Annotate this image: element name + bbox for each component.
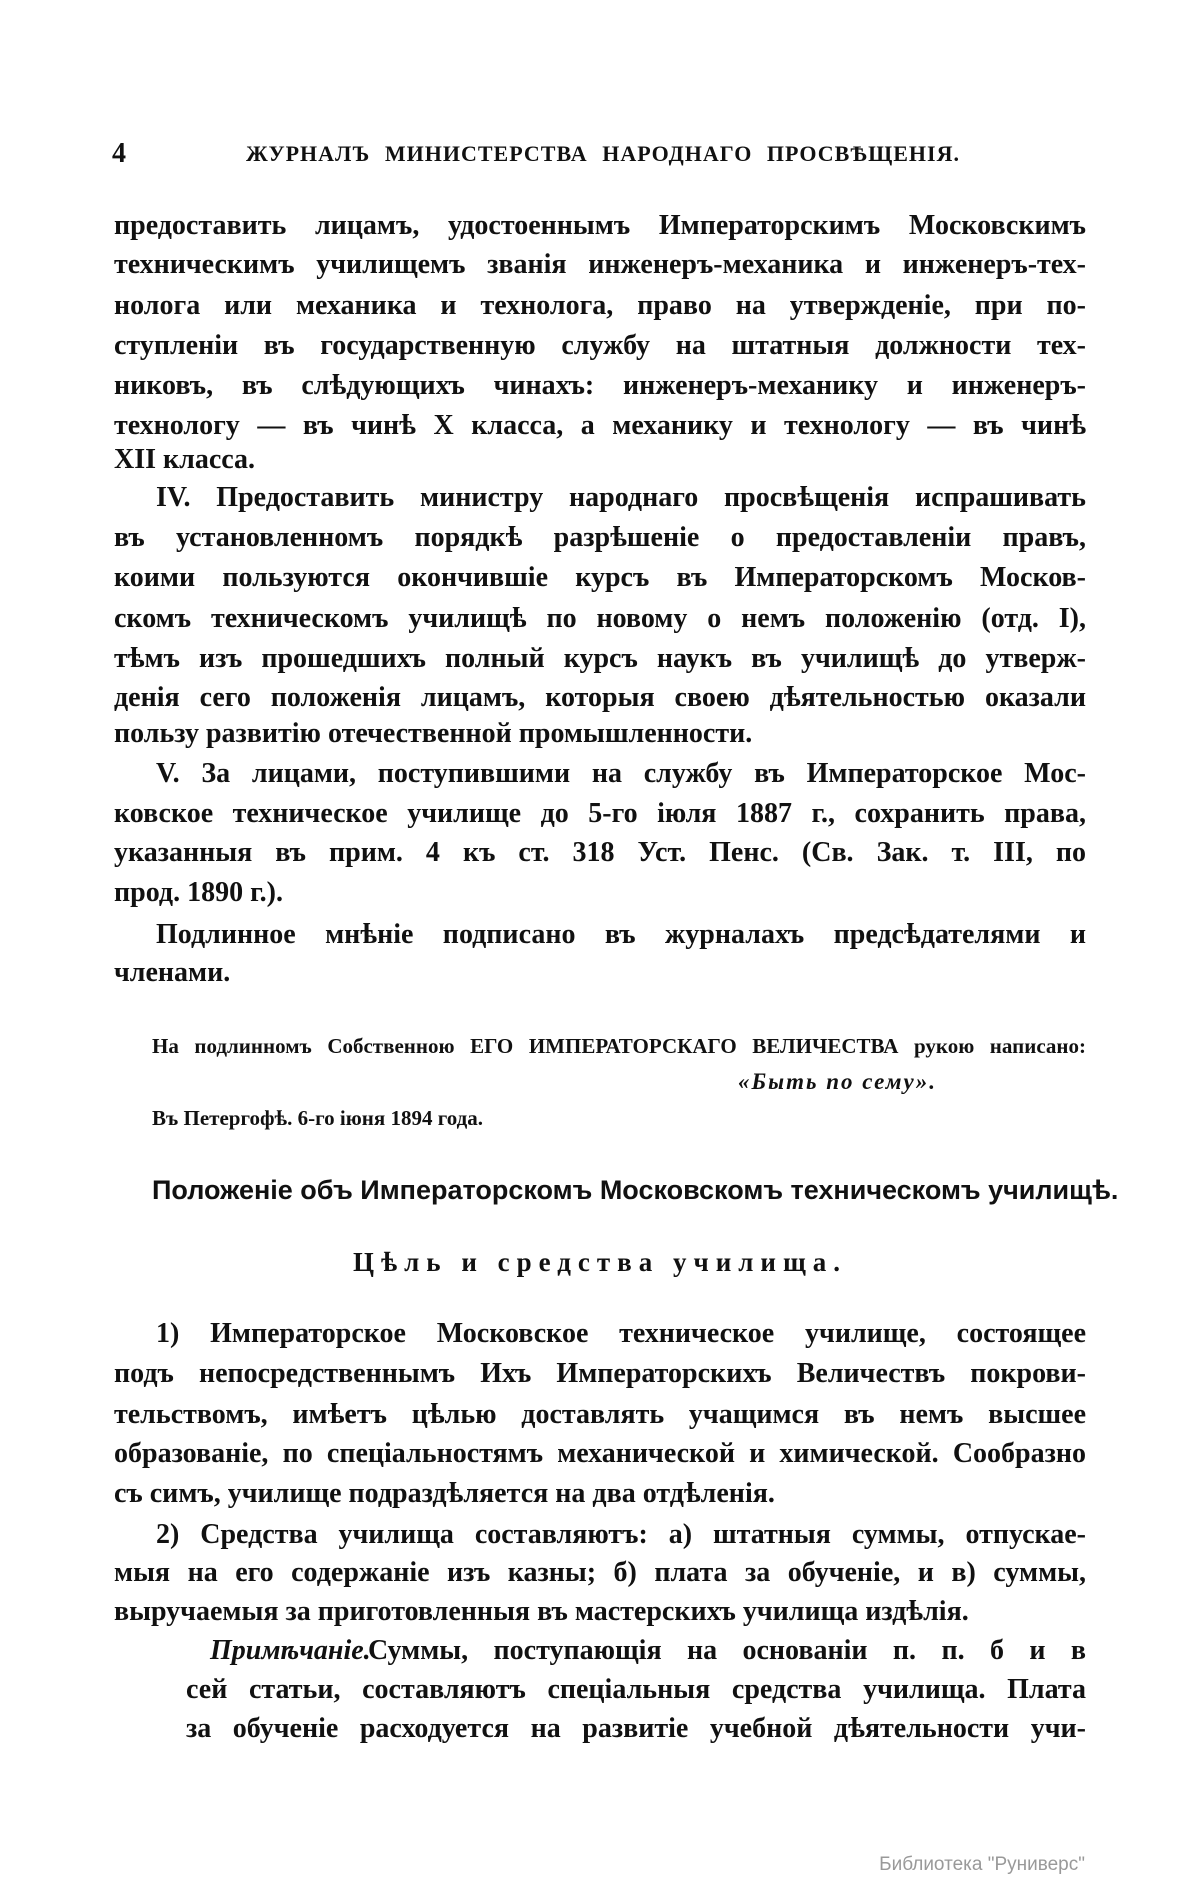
note-line: сей статьи, составляютъ спеціальныя средства училища. Плата (186, 1674, 1086, 1705)
text-line: предоставить лицамъ, удостоеннымъ Императорскимъ Московскимъ (114, 210, 1086, 241)
running-header: ЖУРНАЛЪ МИНИСТЕРСТВА НАРОДНАГО ПРОСВѢЩЕНІЯ. (246, 141, 960, 166)
text-line: прод. 1890 г.). (114, 877, 283, 908)
text-line: образованіе, по спеціальностямъ механической и химической. Сообразно (114, 1438, 1086, 1469)
note-label: Примѣчаніе. (210, 1635, 371, 1666)
text-line: указанныя въ прим. 4 къ ст. 318 Уст. Пенс. (Св. Зак. т. III, по (114, 837, 1086, 868)
text-line: ступленіи въ государственную службу на штатныя должности тех- (114, 330, 1086, 361)
text-line: IV. Предоставить министру народнаго просвѣщенія испрашивать (156, 482, 1086, 513)
text-line: мыя на его содержаніе изъ казны; б) плата за обученіе, и в) суммы, (114, 1557, 1086, 1588)
text-line: тѣмъ изъ прошедшихъ полный курсъ наукъ въ училищѣ до утверж- (114, 643, 1086, 674)
text-line: пользу развитію отечественной промышленности. (114, 718, 753, 749)
note-line: за обученіе расходуется на развитіе учебной дѣятельности учи- (186, 1713, 1086, 1744)
text-line: подъ непосредственнымъ Ихъ Императорскихъ Величествъ покрови- (114, 1358, 1086, 1389)
text-line: скомъ техническомъ училищѣ по новому о немъ положенію (отд. I), (114, 603, 1086, 634)
text-line: XII класса. (114, 444, 256, 475)
text-line: Подлинное мнѣніе подписано въ журналахъ предсѣдателями и (156, 919, 1086, 950)
text-line: денія сего положенія лицамъ, которыя своею дѣятельностью оказали (114, 682, 1086, 713)
text-line: 2) Средства училища составляютъ: а) штатныя суммы, отпускае- (156, 1519, 1086, 1550)
text-line: членами. (114, 957, 231, 988)
text-line: ковское техническое училище до 5-го іюля 1887 г., сохранить права, (114, 798, 1086, 829)
text-line: съ симъ, училище подраздѣляется на два отдѣленія. (114, 1478, 775, 1509)
text-line: выручаемыя за приготовленныя въ мастерскихъ училища издѣлія. (114, 1596, 969, 1627)
text-line: въ установленномъ порядкѣ разрѣшеніе о предоставленіи правъ, (114, 522, 1086, 553)
section-title: Положеніе объ Императорскомъ Московскомъ техническомъ училищѣ. (152, 1175, 1119, 1205)
text-line: коими пользуются окончившіе курсъ въ Императорскомъ Москов- (114, 562, 1086, 593)
text-line: 1) Императорское Московское техническое училище, состоящее (156, 1318, 1086, 1349)
resolution-line: На подлинномъ Собственною ЕГО ИМПЕРАТОРСКАГО ВЕЛИЧЕСТВА рукою написано: (152, 1034, 1086, 1058)
library-watermark: Библиотека "Руниверс" (879, 1854, 1085, 1875)
resolution-place-date: Въ Петергофѣ. 6-го іюня 1894 года. (152, 1106, 483, 1130)
text-line: нолога или механика и технолога, право на утвержденіе, при по- (114, 290, 1086, 321)
text-line: технологу — въ чинѣ X класса, а механику и технологу — въ чинѣ (114, 410, 1086, 441)
text-line: техническимъ училищемъ званія инженеръ-механика и инженеръ-тех- (114, 249, 1086, 280)
text-line: V. За лицами, поступившими на службу въ Императорское Мос- (156, 758, 1086, 789)
text-line: никовъ, въ слѣдующихъ чинахъ: инженеръ-механику и инженеръ- (114, 370, 1086, 401)
page-number: 4 (112, 138, 127, 169)
note-line: Суммы, поступающія на основаніи п. п. б и в (368, 1635, 1086, 1666)
text-line: тельствомъ, имѣетъ цѣлью доставлять учащимся въ немъ высшее (114, 1399, 1086, 1430)
resolution-quote: «Быть по сему». (738, 1069, 938, 1094)
subsection-title: Цѣль и средства училища. (352, 1247, 848, 1277)
